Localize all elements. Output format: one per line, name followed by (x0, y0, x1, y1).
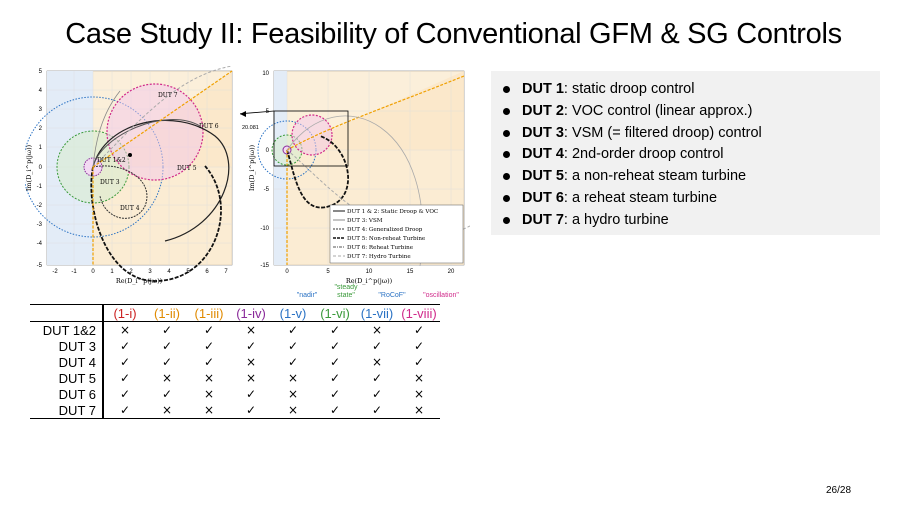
cross-icon: × (371, 355, 383, 369)
y-tick: 0 (265, 148, 269, 154)
legend-item: DUT 3: VSM (347, 218, 383, 224)
bullet-item: DUT 6: a reheat steam turbine (503, 188, 880, 210)
bullet-icon (503, 173, 510, 180)
row-label: DUT 4 (30, 354, 103, 370)
bullet-item: DUT 3: VSM (= filtered droop) control (503, 123, 880, 145)
check-icon: ✓ (413, 355, 425, 369)
y-tick: 2 (38, 126, 42, 132)
check-icon: ✓ (161, 387, 173, 401)
legend-item: DUT 1 & 2: Static Droop & VOC (347, 209, 439, 215)
bullet-item: DUT 5: a non-reheat steam turbine (503, 166, 880, 188)
table-row (30, 370, 440, 386)
check-icon: ✓ (329, 371, 341, 385)
y-axis-label: Im(D_i^p(jω)) (248, 144, 256, 192)
table-header: (1-vi) (320, 305, 350, 321)
cross-icon: × (371, 323, 383, 337)
y-axis-label: Im(D_i^p(jω)) (25, 144, 33, 192)
check-icon: ✓ (119, 403, 131, 417)
x-tick: 5 (326, 269, 330, 275)
bullet-item: DUT 1: static droop control (503, 79, 880, 101)
cross-icon: × (287, 387, 299, 401)
slide-title: Case Study II: Feasibility of Conventional GFM & SG Controls (65, 18, 842, 50)
check-icon: ✓ (287, 339, 299, 353)
x-tick: -1 (71, 269, 77, 275)
x-tick: 15 (406, 269, 414, 275)
table-header: (1-i) (113, 305, 137, 321)
cross-icon: × (245, 323, 257, 337)
cross-icon: × (245, 355, 257, 369)
table-header: (1-iii) (194, 305, 224, 321)
bullet-icon (503, 195, 510, 202)
feasibility-table (30, 304, 440, 419)
cross-icon: × (413, 387, 425, 401)
table-row (30, 338, 440, 354)
caption-rocof: "RoCoF" (378, 292, 406, 299)
legend-item: DUT 5: Non-reheat Turbine (347, 236, 426, 242)
legend (330, 205, 463, 263)
check-icon: ✓ (119, 371, 131, 385)
cross-icon: × (287, 371, 299, 385)
y-tick: -5 (36, 263, 42, 269)
check-icon: ✓ (245, 387, 257, 401)
table-row (30, 322, 440, 339)
caption-oscillation: "oscillation" (423, 292, 459, 299)
table-row (30, 354, 440, 370)
table-header: (1-iv) (236, 305, 266, 321)
bullet-item: DUT 2: VOC control (linear approx.) (503, 101, 880, 123)
label-dut6: DUT 6 (199, 123, 219, 130)
x-tick: -2 (52, 269, 58, 275)
check-icon: ✓ (119, 355, 131, 369)
y-tick: -1 (36, 184, 42, 190)
page-number: 26/28 (826, 485, 852, 496)
bullet-icon (503, 108, 510, 115)
y-tick: -3 (36, 222, 42, 228)
x-axis-label: Re(D_i^p(jω)) (115, 277, 163, 285)
x-tick: 5 (186, 269, 190, 275)
caption-nadir: "nadir" (296, 292, 318, 299)
x-tick: 0 (91, 269, 95, 275)
check-icon: ✓ (329, 339, 341, 353)
x-tick: 7 (224, 269, 228, 275)
y-tick: -10 (260, 226, 269, 232)
check-icon: ✓ (203, 323, 215, 337)
table-row (30, 402, 440, 419)
bullet-icon (503, 151, 510, 158)
check-icon: ✓ (413, 323, 425, 337)
row-label: DUT 3 (30, 338, 103, 354)
check-icon: ✓ (413, 339, 425, 353)
label-dut4: DUT 4 (120, 205, 140, 212)
check-icon: ✓ (329, 387, 341, 401)
check-icon: ✓ (119, 339, 131, 353)
legend-item: DUT 6: Reheat Turbine (347, 245, 414, 251)
row-label: DUT 5 (30, 370, 103, 386)
check-icon: ✓ (287, 355, 299, 369)
y-tick: -15 (260, 263, 269, 269)
row-label: DUT 6 (30, 386, 103, 402)
bullet-item: DUT 7: a hydro turbine (503, 210, 880, 232)
x-tick: 4 (167, 269, 171, 275)
cross-icon: × (287, 403, 299, 417)
y-tick: 5 (38, 69, 42, 75)
x-tick: 6 (205, 269, 209, 275)
caption-steady-state: "steady state" (334, 284, 358, 299)
table-row (30, 386, 440, 402)
check-icon: ✓ (287, 323, 299, 337)
cross-icon: × (413, 371, 425, 385)
x-tick: 3 (148, 269, 152, 275)
x-axis-label: Re(D_i^p(jω)) (345, 277, 393, 285)
check-icon: ✓ (371, 339, 383, 353)
check-icon: ✓ (371, 403, 383, 417)
row-label: DUT 1&2 (30, 322, 103, 339)
y-tick: 10 (262, 71, 269, 77)
y-tick: -2 (36, 203, 42, 209)
check-icon: ✓ (203, 355, 215, 369)
label-dut7: DUT 7 (158, 92, 178, 99)
check-icon: ✓ (245, 339, 257, 353)
check-icon: ✓ (161, 355, 173, 369)
dut-description-box (491, 71, 880, 235)
legend-item: DUT 4: Generalized Droop (347, 227, 423, 233)
y-tick: 5 (265, 109, 269, 115)
x-tick: 1 (110, 269, 114, 275)
check-icon: ✓ (119, 387, 131, 401)
row-label: DUT 7 (30, 402, 103, 419)
check-icon: ✓ (329, 323, 341, 337)
label-dut5: DUT 5 (177, 165, 197, 172)
x-tick: 0 (285, 269, 289, 275)
check-icon: ✓ (161, 323, 173, 337)
y-tick: 0 (38, 165, 42, 171)
y-tick: -5 (263, 187, 269, 193)
y-tick: 3 (38, 107, 42, 113)
cross-icon: × (203, 387, 215, 401)
nyquist-plot-full (240, 66, 470, 288)
y-tick: 1 (38, 145, 42, 151)
cross-icon: × (119, 323, 131, 337)
cross-icon: × (161, 403, 173, 417)
check-icon: ✓ (161, 339, 173, 353)
check-icon: ✓ (329, 403, 341, 417)
table-header: (1-viii) (401, 305, 437, 321)
legend-item: DUT 7: Hydro Turbine (347, 254, 411, 260)
x-tick: 2 (129, 269, 133, 275)
label-dut3: DUT 3 (100, 179, 120, 186)
bullet-item: DUT 4: 2nd-order droop control (503, 144, 880, 166)
x-tick: 20 (447, 269, 455, 275)
bullet-icon (503, 86, 510, 93)
table-header: (1-ii) (154, 305, 180, 321)
x-tick: 10 (365, 269, 373, 275)
table-header: (1-vii) (360, 305, 394, 321)
check-icon: ✓ (329, 355, 341, 369)
marker-value: 20.081 (242, 125, 259, 131)
check-icon: ✓ (203, 339, 215, 353)
cross-icon: × (161, 371, 173, 385)
y-tick: 4 (38, 88, 42, 94)
bullet-icon (503, 217, 510, 224)
cross-icon: × (245, 371, 257, 385)
bullet-icon (503, 130, 510, 137)
cross-icon: × (203, 403, 215, 417)
cross-icon: × (413, 403, 425, 417)
check-icon: ✓ (371, 371, 383, 385)
check-icon: ✓ (371, 387, 383, 401)
table-header: (1-v) (279, 305, 307, 321)
label-dut12: DUT 1&2 (97, 157, 126, 164)
y-tick: -4 (36, 241, 42, 247)
check-icon: ✓ (245, 403, 257, 417)
cross-icon: × (203, 371, 215, 385)
nyquist-plot-zoomed (25, 66, 240, 288)
